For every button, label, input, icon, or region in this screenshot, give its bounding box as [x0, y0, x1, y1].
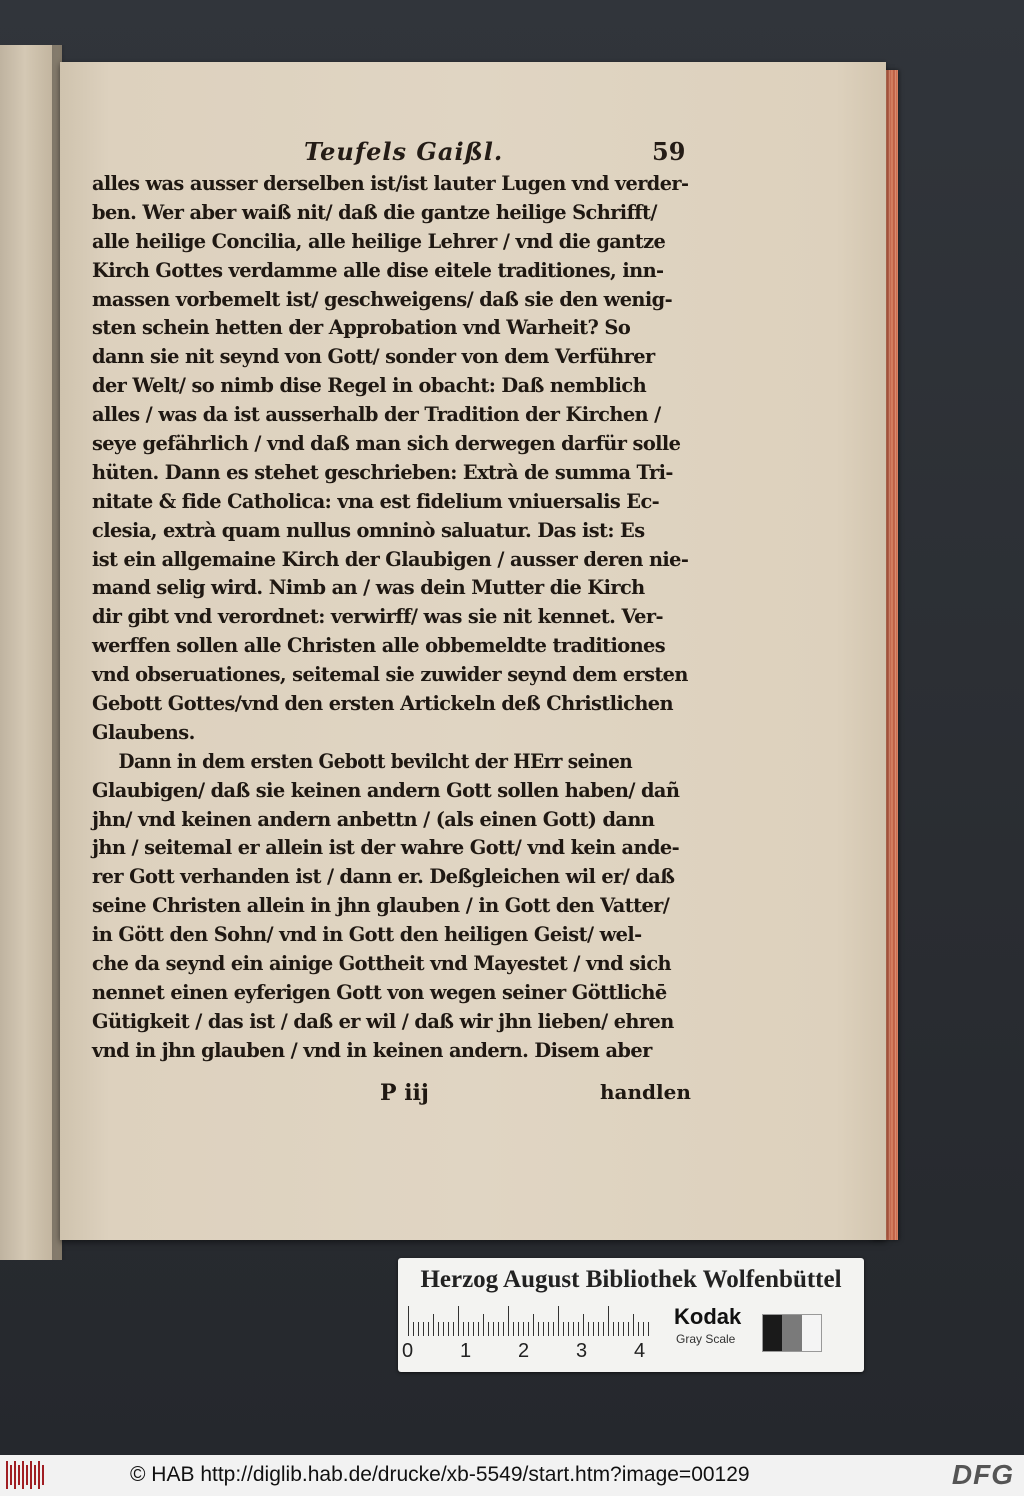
gray-swatch	[802, 1315, 821, 1351]
text-line: Gebott Gottes/vnd den ersten Artickeln deß Christlichen	[92, 692, 674, 716]
ruler-tick	[418, 1322, 419, 1336]
gray-swatch	[782, 1315, 801, 1351]
text-line: nitate & fide Catholica: vna est fidelium vniuersalis Ec-	[92, 489, 660, 513]
ruler-tick	[458, 1306, 459, 1336]
running-title: Teufels Gaißl.	[304, 137, 504, 166]
text-line: in Gött den Sohn/ vnd in Gott den heiligen Geist/ wel-	[92, 923, 642, 947]
text-line: clesia, extrà quam nullus omninò saluatur. Das ist: Es	[92, 518, 645, 542]
ruler-tick	[428, 1322, 429, 1336]
ruler-tick	[558, 1306, 559, 1336]
ruler-tick	[603, 1322, 604, 1336]
ruler-tick	[433, 1314, 434, 1336]
ruler-tick	[463, 1322, 464, 1336]
library-name: Herzog August Bibliothek Wolfenbüttel	[420, 1266, 842, 1293]
dfg-logo: DFG	[951, 1459, 1014, 1490]
text-line: der Welt/ so nimb dise Regel in obacht: Daß nemblich	[92, 374, 647, 398]
ruler-tick	[553, 1322, 554, 1336]
text-line: alles / was da ist ausserhalb der Tradition der Kirchen /	[92, 403, 661, 427]
text-line: vnd in jhn glauben / vnd in keinen andern. Disem aber	[92, 1038, 652, 1062]
ruler-tick	[573, 1322, 574, 1336]
text-line: ben. Wer aber waiß nit/ daß die gantze heilige Schrifft/	[92, 200, 657, 224]
text-line: Gütigkeit / das ist / daß er wil / daß wir jhn lieben/ ehren	[92, 1009, 674, 1033]
gray-swatch	[763, 1315, 782, 1351]
text-line: Kirch Gottes verdamme alle dise eitele traditiones, inn-	[92, 258, 664, 282]
body-text	[92, 170, 692, 1066]
ruler-tick	[508, 1306, 509, 1336]
ruler-tick	[438, 1322, 439, 1336]
gray-scale-label: Gray Scale	[676, 1332, 736, 1346]
ruler-label: 2	[518, 1340, 530, 1362]
hab-logo-icon	[6, 1461, 44, 1489]
text-line: hüten. Dann es stehet geschrieben: Extrà de summa Tri-	[92, 460, 673, 484]
ruler-label: 3	[576, 1340, 588, 1362]
ruler-tick	[613, 1322, 614, 1336]
page-number: 59	[652, 137, 686, 166]
ruler-tick	[453, 1322, 454, 1336]
ruler-tick	[583, 1314, 584, 1336]
text-line: seine Christen allein in jhn glauben / in Gott den Vatter/	[92, 894, 670, 918]
text-line: seye gefährlich / vnd daß man sich derwegen darfür solle	[92, 432, 681, 456]
ruler-tick	[633, 1314, 634, 1336]
text-line: dir gibt vnd verordnet: verwirff/ was sie nit kennet. Ver-	[92, 605, 663, 629]
ruler-tick	[513, 1322, 514, 1336]
running-header	[300, 137, 700, 167]
ruler-tick	[648, 1322, 649, 1336]
ruler-tick	[638, 1322, 639, 1336]
ruler-tick	[623, 1322, 624, 1336]
ruler-tick	[533, 1314, 534, 1336]
catchword: handlen	[600, 1080, 691, 1104]
ruler-tick	[408, 1306, 409, 1336]
text-line: alles was ausser derselben ist/ist lauter Lugen vnd verder-	[92, 172, 689, 195]
footer-bar	[0, 1455, 1024, 1496]
ruler-tick	[608, 1306, 609, 1336]
color-scale-card	[398, 1258, 864, 1372]
ruler-tick	[493, 1322, 494, 1336]
kodak-logo: Kodak	[674, 1304, 742, 1329]
ruler-tick	[518, 1322, 519, 1336]
ruler-label: 0	[402, 1340, 414, 1362]
text-line: sten schein hetten der Approbation vnd Warheit? So	[92, 316, 631, 340]
text-line: Glaubigen/ daß sie keinen andern Gott sollen haben/ dañ	[92, 778, 680, 802]
ruler-tick	[443, 1322, 444, 1336]
ruler-tick	[618, 1322, 619, 1336]
ruler-label: 1	[460, 1340, 472, 1362]
text-line: vnd obseruationes, seitemal sie zuwider seynd dem ersten	[92, 663, 688, 687]
signature-mark: P iij	[380, 1080, 429, 1106]
text-line: nennet einen eyferigen Gott von wegen seiner Göttlichē	[92, 980, 667, 1004]
ruler-tick	[413, 1322, 414, 1336]
text-line: dann sie nit seynd von Gott/ sonder von dem Verführer	[92, 345, 655, 369]
ruler-tick	[488, 1322, 489, 1336]
text-line: jhn/ vnd keinen andern anbettn / (als einen Gott) dann	[92, 807, 655, 831]
ruler-tick	[578, 1322, 579, 1336]
ruler-tick	[628, 1322, 629, 1336]
ruler-tick	[588, 1322, 589, 1336]
ruler-tick	[593, 1322, 594, 1336]
text-line: ist ein allgemaine Kirch der Glaubigen / ausser deren nie-	[92, 547, 689, 571]
text-line: jhn / seitemal er allein ist der wahre Gott/ vnd kein ande-	[92, 836, 680, 860]
ruler-tick	[468, 1322, 469, 1336]
ruler-tick	[503, 1322, 504, 1336]
ruler-tick	[563, 1322, 564, 1336]
ruler-tick	[483, 1314, 484, 1336]
ruler-tick	[568, 1322, 569, 1336]
text-line: mand selig wird. Nimb an / was dein Mutter die Kirch	[92, 576, 645, 600]
ruler-tick	[548, 1322, 549, 1336]
text-line: werffen sollen alle Christen alle obbemeldte traditiones	[92, 634, 666, 658]
text-line: Glaubens.	[92, 720, 195, 744]
text-line: massen vorbemelt ist/ geschweigens/ daß sie den wenig-	[92, 287, 673, 311]
ruler-label: 4	[634, 1340, 646, 1362]
ruler-tick	[598, 1322, 599, 1336]
ruler-tick	[478, 1322, 479, 1336]
ruler-tick	[528, 1322, 529, 1336]
ruler-tick	[473, 1322, 474, 1336]
text-line: che da seynd ein ainige Gottheit vnd Mayestet / vnd sich	[92, 952, 672, 976]
ruler-tick	[448, 1322, 449, 1336]
ruler-tick	[523, 1322, 524, 1336]
ruler-tick	[538, 1322, 539, 1336]
ruler-tick	[543, 1322, 544, 1336]
footer-credit: © HAB http://diglib.hab.de/drucke/xb-5549/start.htm?image=00129	[130, 1463, 750, 1486]
ruler-tick	[643, 1322, 644, 1336]
text-line: rer Gott verhanden ist / dann er. Deßgleichen wil er/ daß	[92, 865, 675, 889]
ruler-tick	[498, 1322, 499, 1336]
gray-swatches	[762, 1314, 822, 1352]
ruler	[408, 1304, 653, 1336]
ruler-labels	[402, 1340, 662, 1362]
ruler-tick	[423, 1322, 424, 1336]
text-line: alle heilige Concilia, alle heilige Lehrer / vnd die gantze	[92, 229, 666, 253]
text-line: Dann in dem ersten Gebott bevilcht der HErr seinen	[118, 749, 633, 773]
